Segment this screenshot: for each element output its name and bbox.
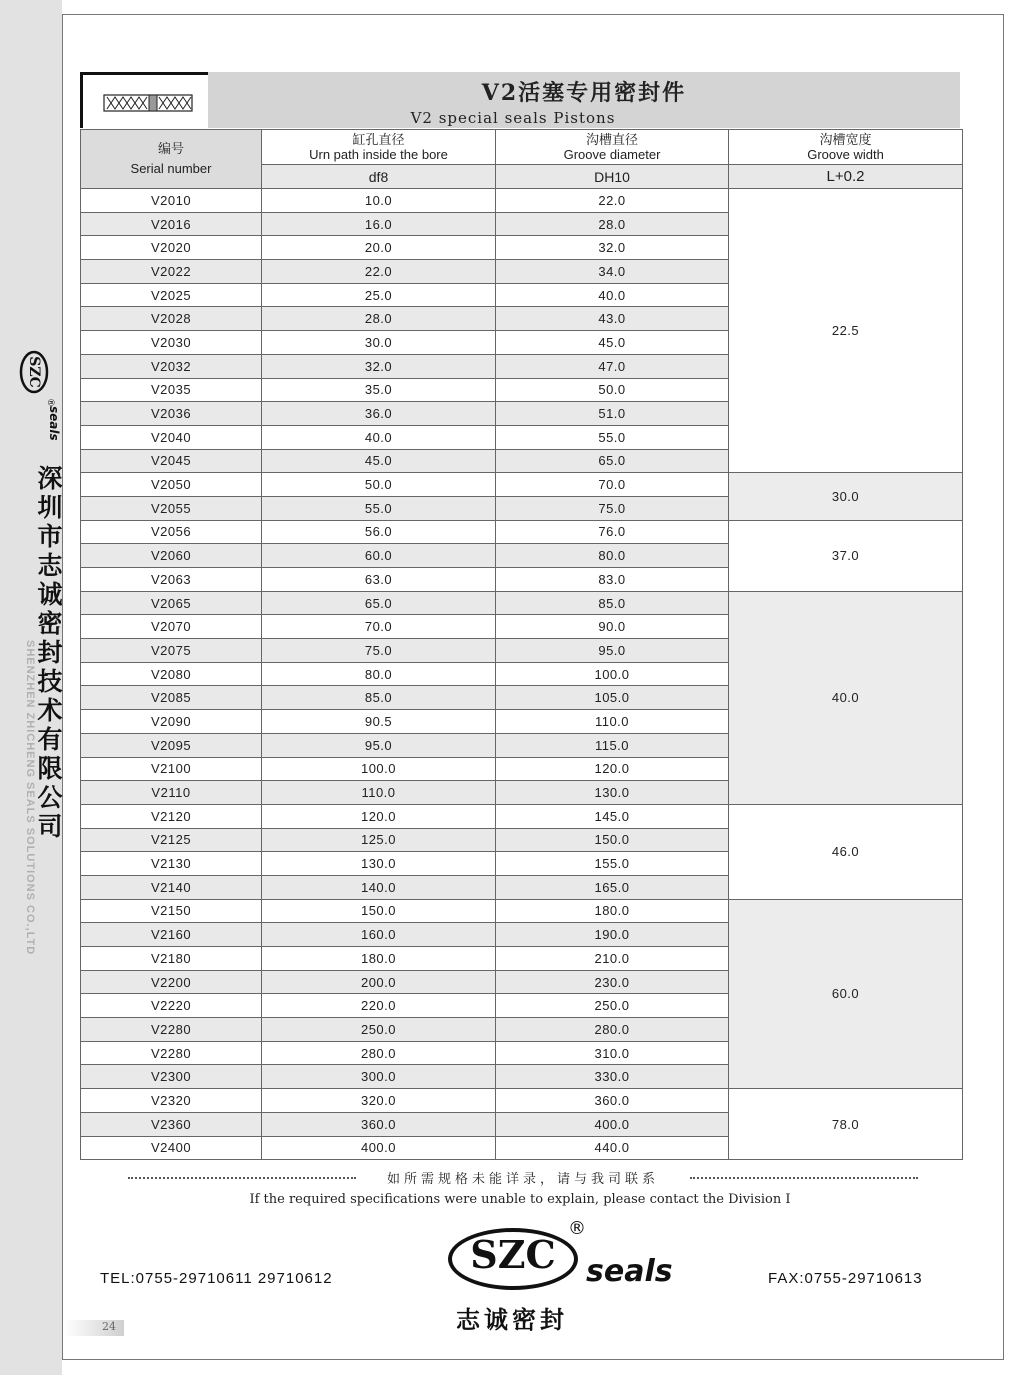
serial-header-en: Serial number (130, 161, 212, 176)
page-number-tab (64, 1320, 124, 1336)
serial-cell: V2045 (81, 449, 262, 473)
bore-cell: 180.0 (262, 947, 496, 971)
groove-width-cell: 22.5 (729, 189, 963, 473)
side-company-en: SHENZHEN ZHICHENG SEALS SOLUTIONS CO.,LTD (24, 640, 36, 956)
brand-logo (446, 1218, 676, 1338)
seal-profile-icon (103, 92, 195, 114)
groove-diameter-header-en: Groove diameter (563, 147, 661, 162)
bore-cell: 110.0 (262, 781, 496, 805)
groove-diameter-cell: 43.0 (496, 307, 729, 331)
groove-diameter-cell: 47.0 (496, 354, 729, 378)
spec-table-body (81, 189, 963, 1160)
groove-diameter-cell: 22.0 (496, 189, 729, 213)
bore-header-en: Urn path inside the bore (309, 147, 448, 162)
serial-cell: V2360 (81, 1112, 262, 1136)
page-title-cn: V2活塞专用密封件 (481, 80, 687, 106)
serial-cell: V2040 (81, 425, 262, 449)
table-row (81, 189, 963, 213)
bore-cell: 63.0 (262, 568, 496, 592)
footer-note-cn: 如所需规格未能详录，请与我司联系 (386, 1172, 659, 1187)
groove-diameter-cell: 150.0 (496, 828, 729, 852)
bore-cell: 140.0 (262, 875, 496, 899)
serial-cell: V2070 (81, 615, 262, 639)
groove-diameter-cell: 400.0 (496, 1112, 729, 1136)
telephone: TEL:0755-29710611 29710612 (100, 1270, 333, 1287)
groove-diameter-cell: 55.0 (496, 425, 729, 449)
serial-header-cn: 编号 (157, 141, 184, 156)
serial-cell: V2220 (81, 994, 262, 1018)
bore-cell: 250.0 (262, 1018, 496, 1042)
serial-cell: V2160 (81, 923, 262, 947)
serial-cell: V2063 (81, 568, 262, 592)
page-number: 24 (102, 1320, 116, 1333)
bore-cell: 300.0 (262, 1065, 496, 1089)
bore-cell: 16.0 (262, 212, 496, 236)
serial-cell: V2095 (81, 733, 262, 757)
bore-cell: 35.0 (262, 378, 496, 402)
serial-cell: V2090 (81, 710, 262, 734)
groove-diameter-cell: 180.0 (496, 899, 729, 923)
brand-szc: SZC (470, 1232, 556, 1277)
serial-cell: V2125 (81, 828, 262, 852)
groove-width-header (729, 130, 963, 165)
bore-header (262, 130, 496, 165)
bore-cell: 65.0 (262, 591, 496, 615)
groove-diameter-cell: 95.0 (496, 639, 729, 663)
groove-diameter-cell: 250.0 (496, 994, 729, 1018)
bore-cell: 32.0 (262, 354, 496, 378)
groove-diameter-header-cn: 沟槽直径 (585, 132, 638, 147)
serial-cell: V2180 (81, 947, 262, 971)
groove-width-cell: 46.0 (729, 804, 963, 899)
table-row (81, 520, 963, 544)
serial-cell: V2035 (81, 378, 262, 402)
seal-thumbnail (80, 72, 208, 128)
bore-cell: 60.0 (262, 544, 496, 568)
bore-header-cn: 缸孔直径 (352, 132, 405, 147)
groove-diameter-cell: 70.0 (496, 473, 729, 497)
bore-cell: 125.0 (262, 828, 496, 852)
serial-cell: V2280 (81, 1041, 262, 1065)
groove-diameter-cell: 155.0 (496, 852, 729, 876)
serial-header (81, 130, 262, 189)
groove-diameter-cell: 75.0 (496, 496, 729, 520)
groove-diameter-cell: 115.0 (496, 733, 729, 757)
groove-diameter-cell: 110.0 (496, 710, 729, 734)
spec-table (80, 129, 963, 1160)
groove-diameter-cell: 105.0 (496, 686, 729, 710)
serial-cell: V2130 (81, 852, 262, 876)
bore-cell: 56.0 (262, 520, 496, 544)
bore-cell: 80.0 (262, 662, 496, 686)
serial-cell: V2075 (81, 639, 262, 663)
groove-diameter-cell: 440.0 (496, 1136, 729, 1160)
bore-cell: 40.0 (262, 425, 496, 449)
groove-diameter-cell: 40.0 (496, 283, 729, 307)
bore-cell: 220.0 (262, 994, 496, 1018)
serial-cell: V2200 (81, 970, 262, 994)
groove-diameter-cell: 360.0 (496, 1089, 729, 1113)
groove-diameter-cell: 34.0 (496, 260, 729, 284)
groove-diameter-cell: 76.0 (496, 520, 729, 544)
groove-diameter-cell: 165.0 (496, 875, 729, 899)
bore-cell: 25.0 (262, 283, 496, 307)
serial-cell: V2030 (81, 331, 262, 355)
bore-cell: 50.0 (262, 473, 496, 497)
serial-cell: V2150 (81, 899, 262, 923)
bore-cell: 120.0 (262, 804, 496, 828)
bore-cell: 150.0 (262, 899, 496, 923)
bore-cell: 200.0 (262, 970, 496, 994)
groove-width-cell: 60.0 (729, 899, 963, 1089)
svg-text:SZC: SZC (26, 356, 42, 388)
groove-diameter-cell: 45.0 (496, 331, 729, 355)
groove-diameter-cell: 310.0 (496, 1041, 729, 1065)
serial-cell: V2020 (81, 236, 262, 260)
serial-cell: V2280 (81, 1018, 262, 1042)
bore-cell: 320.0 (262, 1089, 496, 1113)
groove-diameter-cell: 120.0 (496, 757, 729, 781)
groove-diameter-cell: 83.0 (496, 568, 729, 592)
groove-width-tolerance: L+0.2 (729, 165, 963, 189)
bore-cell: 70.0 (262, 615, 496, 639)
serial-cell: V2065 (81, 591, 262, 615)
groove-diameter-cell: 145.0 (496, 804, 729, 828)
serial-cell: V2100 (81, 757, 262, 781)
brand-seals: seals (586, 1254, 673, 1289)
bore-cell: 30.0 (262, 331, 496, 355)
bore-cell: 360.0 (262, 1112, 496, 1136)
groove-diameter-cell: 330.0 (496, 1065, 729, 1089)
bore-cell: 45.0 (262, 449, 496, 473)
groove-diameter-cell: 32.0 (496, 236, 729, 260)
bore-cell: 10.0 (262, 189, 496, 213)
fax: FAX:0755-29710613 (768, 1270, 923, 1287)
table-row (81, 591, 963, 615)
table-row (81, 899, 963, 923)
brand-cn: 志诚密封 (456, 1305, 568, 1334)
bore-cell: 160.0 (262, 923, 496, 947)
brand-registered-mark: ® (568, 1218, 586, 1239)
serial-cell: V2025 (81, 283, 262, 307)
bore-cell: 90.5 (262, 710, 496, 734)
groove-diameter-cell: 90.0 (496, 615, 729, 639)
groove-diameter-cell: 230.0 (496, 970, 729, 994)
serial-cell: V2300 (81, 1065, 262, 1089)
groove-diameter-cell: 130.0 (496, 781, 729, 805)
bore-cell: 75.0 (262, 639, 496, 663)
footer-note-en: If the required specifications were unable to explain, please contact the Division I (249, 1192, 791, 1207)
serial-cell: V2320 (81, 1089, 262, 1113)
serial-cell: V2010 (81, 189, 262, 213)
serial-cell: V2022 (81, 260, 262, 284)
groove-width-cell: 37.0 (729, 520, 963, 591)
groove-width-cell: 78.0 (729, 1089, 963, 1160)
bore-cell: 55.0 (262, 496, 496, 520)
bore-cell: 95.0 (262, 733, 496, 757)
serial-cell: V2085 (81, 686, 262, 710)
bore-cell: 280.0 (262, 1041, 496, 1065)
page-title-en: V2 special seals Pistons (410, 109, 616, 127)
table-row (81, 1089, 963, 1113)
serial-cell: V2120 (81, 804, 262, 828)
groove-diameter-cell: 210.0 (496, 947, 729, 971)
bore-cell: 100.0 (262, 757, 496, 781)
svg-text:®: ® (45, 398, 55, 407)
groove-diameter-header (496, 130, 729, 165)
serial-cell: V2028 (81, 307, 262, 331)
serial-cell: V2032 (81, 354, 262, 378)
groove-diameter-cell: 100.0 (496, 662, 729, 686)
side-logo-icon (18, 350, 62, 440)
footer-note-line (128, 1168, 918, 1186)
bore-tolerance: df8 (262, 165, 496, 189)
bore-cell: 28.0 (262, 307, 496, 331)
svg-text:seals: seals (47, 406, 61, 440)
serial-cell: V2016 (81, 212, 262, 236)
groove-width-cell: 40.0 (729, 591, 963, 804)
groove-diameter-cell: 51.0 (496, 402, 729, 426)
serial-cell: V2400 (81, 1136, 262, 1160)
table-row (81, 473, 963, 497)
groove-diameter-cell: 28.0 (496, 212, 729, 236)
bore-cell: 20.0 (262, 236, 496, 260)
serial-cell: V2140 (81, 875, 262, 899)
table-row (81, 804, 963, 828)
groove-diameter-cell: 85.0 (496, 591, 729, 615)
groove-diameter-cell: 50.0 (496, 378, 729, 402)
serial-cell: V2060 (81, 544, 262, 568)
side-company-cn: 深圳市志诚密封技术有限公司 (34, 465, 63, 842)
groove-diameter-cell: 80.0 (496, 544, 729, 568)
groove-diameter-cell: 65.0 (496, 449, 729, 473)
bore-cell: 22.0 (262, 260, 496, 284)
groove-width-header-en: Groove width (807, 147, 884, 162)
groove-diameter-cell: 280.0 (496, 1018, 729, 1042)
serial-cell: V2050 (81, 473, 262, 497)
groove-diameter-cell: 190.0 (496, 923, 729, 947)
serial-cell: V2080 (81, 662, 262, 686)
serial-cell: V2110 (81, 781, 262, 805)
groove-width-cell: 30.0 (729, 473, 963, 520)
serial-cell: V2056 (81, 520, 262, 544)
bore-cell: 85.0 (262, 686, 496, 710)
bore-cell: 130.0 (262, 852, 496, 876)
side-logo (18, 350, 62, 440)
serial-cell: V2055 (81, 496, 262, 520)
bore-cell: 36.0 (262, 402, 496, 426)
groove-width-header-cn: 沟槽宽度 (819, 132, 872, 147)
bore-cell: 400.0 (262, 1136, 496, 1160)
serial-cell: V2036 (81, 402, 262, 426)
groove-diameter-tolerance: DH10 (496, 165, 729, 189)
